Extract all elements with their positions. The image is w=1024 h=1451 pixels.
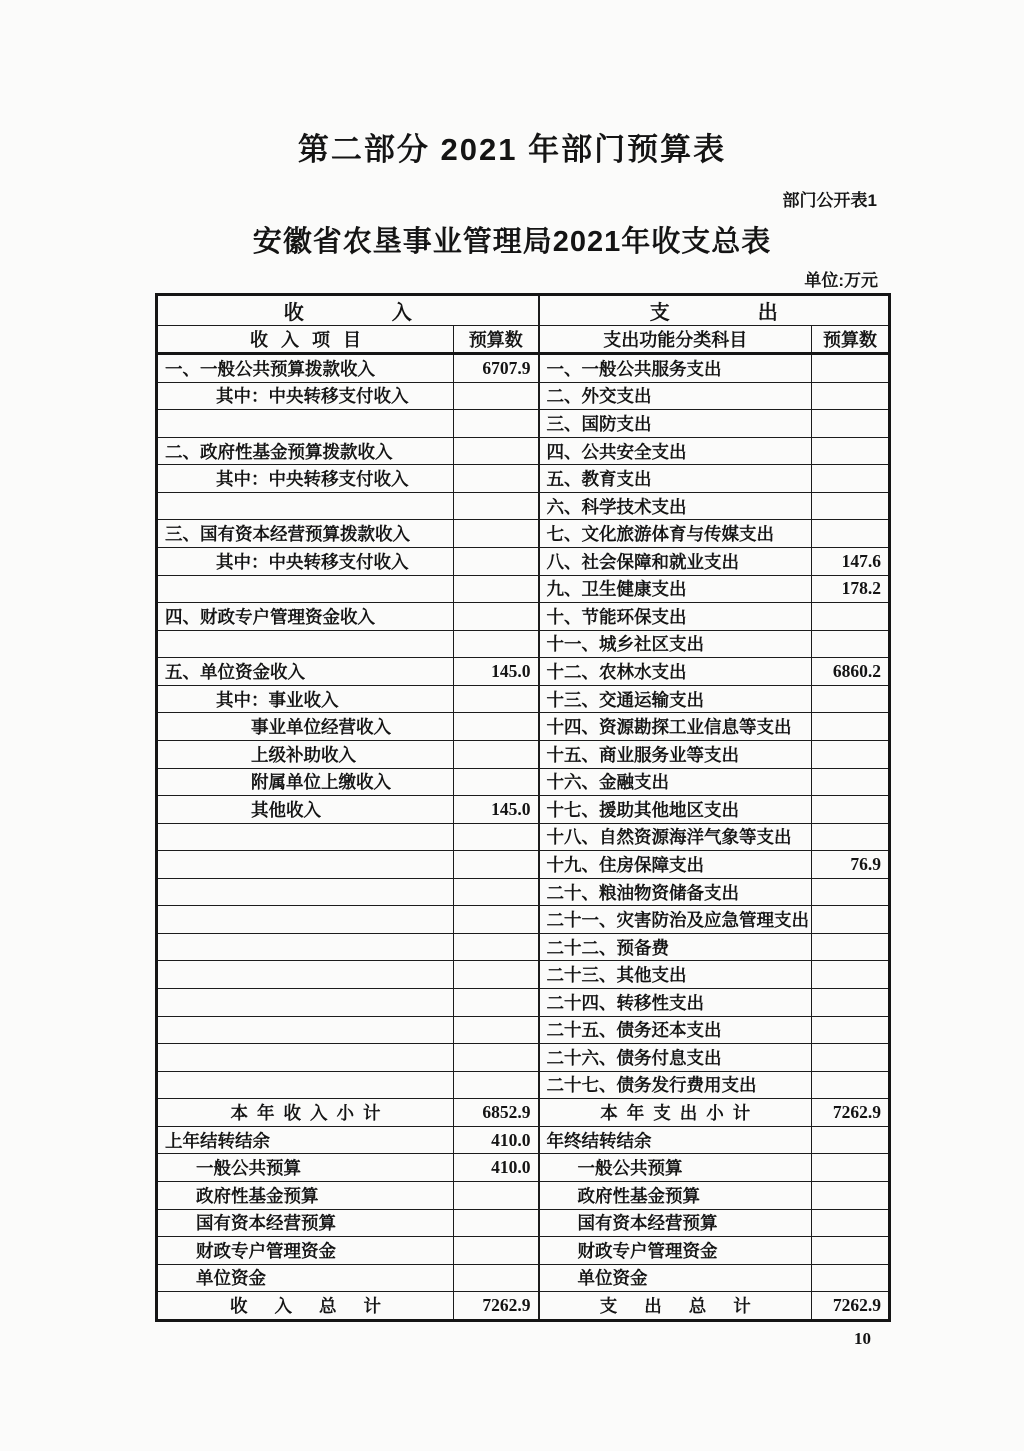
expense-item-cell: 十、节能环保支出 [539, 603, 812, 631]
income-item-cell: 上年结转结余 [157, 1126, 454, 1154]
table-row [157, 685, 890, 713]
table-title: 安徽省农垦事业管理局2021年收支总表 [252, 226, 772, 258]
expense-amount-cell [812, 713, 890, 741]
income-item-cell [157, 410, 454, 438]
expense-amount-cell: 7262.9 [812, 1292, 890, 1321]
expense-item-cell: 十八、自然资源海洋气象等支出 [539, 823, 812, 851]
income-amount-cell [454, 933, 539, 961]
income-item-cell: 其中：中央转移支付收入 [157, 548, 454, 576]
table-row [157, 1071, 890, 1099]
expense-amount-cell [812, 1126, 890, 1154]
expense-item-cell: 十五、商业服务业等支出 [539, 740, 812, 768]
income-amount-cell [454, 878, 539, 906]
income-item-cell [157, 851, 454, 879]
expense-amount-cell [812, 520, 890, 548]
income-item-cell: 附属单位上缴收入 [157, 768, 454, 796]
expense-item-cell: 三、国防支出 [539, 410, 812, 438]
section-header-row [157, 295, 890, 326]
income-amount-cell [454, 906, 539, 934]
income-item-cell [157, 878, 454, 906]
expense-item-cell: 政府性基金预算 [539, 1181, 812, 1209]
table-row [157, 713, 890, 741]
expense-amount-cell [812, 823, 890, 851]
income-amount-cell [454, 989, 539, 1017]
expense-amount-cell [812, 465, 890, 493]
table-row [157, 548, 890, 576]
expense-item-cell: 二、外交支出 [539, 382, 812, 410]
income-budget-column-header: 预算数 [454, 326, 539, 354]
table-row [157, 575, 890, 603]
expense-item-cell: 一、一般公共服务支出 [539, 354, 812, 383]
expense-item-cell: 国有资本经营预算 [539, 1209, 812, 1237]
table-row [157, 851, 890, 879]
income-amount-cell [454, 768, 539, 796]
income-amount-cell [454, 1071, 539, 1099]
income-section-header: 收入 [157, 295, 539, 326]
table-row [157, 1154, 890, 1182]
expense-item-cell: 八、社会保障和就业支出 [539, 548, 812, 576]
expense-category-column-header: 支出功能分类科目 [539, 326, 812, 354]
expense-item-cell: 二十七、债务发行费用支出 [539, 1071, 812, 1099]
table-row [157, 989, 890, 1017]
table-row [157, 1237, 890, 1265]
expense-item-cell: 十四、资源勘探工业信息等支出 [539, 713, 812, 741]
income-item-cell [157, 575, 454, 603]
income-amount-cell [454, 410, 539, 438]
income-item-cell [157, 933, 454, 961]
expense-amount-cell [812, 1264, 890, 1292]
expense-amount-cell [812, 961, 890, 989]
income-amount-cell [454, 740, 539, 768]
column-header-row [157, 326, 890, 354]
income-item-cell: 五、单位资金收入 [157, 658, 454, 686]
income-amount-cell: 145.0 [454, 796, 539, 824]
income-item-cell [157, 492, 454, 520]
table-row [157, 410, 890, 438]
expense-amount-cell [812, 768, 890, 796]
expense-amount-cell [812, 410, 890, 438]
income-item-cell: 二、政府性基金预算拨款收入 [157, 437, 454, 465]
page-number: 10 [854, 1329, 871, 1348]
income-amount-cell: 7262.9 [454, 1292, 539, 1321]
table-row [157, 1016, 890, 1044]
table-row [157, 1126, 890, 1154]
income-item-cell: 其他收入 [157, 796, 454, 824]
expense-amount-cell [812, 740, 890, 768]
table-row [157, 603, 890, 631]
expense-item-cell: 支出总计 [539, 1292, 812, 1321]
table-row [157, 906, 890, 934]
income-items-column-header: 收入项目 [157, 326, 454, 354]
budget-summary-table [155, 293, 891, 1322]
expense-item-cell: 一般公共预算 [539, 1154, 812, 1182]
table-row [157, 1292, 890, 1321]
income-amount-cell [454, 1264, 539, 1292]
income-item-cell: 三、国有资本经营预算拨款收入 [157, 520, 454, 548]
income-amount-cell: 6707.9 [454, 354, 539, 383]
income-item-cell [157, 630, 454, 658]
expense-amount-cell [812, 382, 890, 410]
expense-amount-cell [812, 685, 890, 713]
income-item-cell: 单位资金 [157, 1264, 454, 1292]
expense-item-cell: 十九、住房保障支出 [539, 851, 812, 879]
income-amount-cell [454, 961, 539, 989]
table-row [157, 961, 890, 989]
expense-budget-column-header: 预算数 [812, 326, 890, 354]
table-row [157, 1264, 890, 1292]
expense-amount-cell [812, 1071, 890, 1099]
income-item-cell: 政府性基金预算 [157, 1181, 454, 1209]
expense-amount-cell: 6860.2 [812, 658, 890, 686]
table-row [157, 492, 890, 520]
table-row [157, 768, 890, 796]
expense-amount-cell [812, 933, 890, 961]
table-row [157, 933, 890, 961]
expense-item-cell: 六、科学技术支出 [539, 492, 812, 520]
expense-amount-cell: 147.6 [812, 548, 890, 576]
expense-item-cell: 十七、援助其他地区支出 [539, 796, 812, 824]
expense-amount-cell [812, 1209, 890, 1237]
income-item-cell [157, 989, 454, 1017]
income-amount-cell [454, 465, 539, 493]
income-amount-cell: 410.0 [454, 1126, 539, 1154]
income-amount-cell: 6852.9 [454, 1099, 539, 1127]
income-item-cell: 事业单位经营收入 [157, 713, 454, 741]
table-row [157, 1209, 890, 1237]
table-row [157, 1099, 890, 1127]
income-amount-cell [454, 1181, 539, 1209]
income-amount-cell [454, 823, 539, 851]
income-item-cell: 财政专户管理资金 [157, 1237, 454, 1265]
expense-item-cell: 二十二、预备费 [539, 933, 812, 961]
income-item-cell [157, 1044, 454, 1072]
expense-item-cell: 二十六、债务付息支出 [539, 1044, 812, 1072]
expense-item-cell: 二十三、其他支出 [539, 961, 812, 989]
income-item-cell [157, 906, 454, 934]
expense-amount-cell [812, 1181, 890, 1209]
unit-note: 单位:万元 [804, 271, 878, 290]
expense-item-cell: 十一、城乡社区支出 [539, 630, 812, 658]
expense-amount-cell [812, 1237, 890, 1265]
table-row [157, 740, 890, 768]
income-amount-cell [454, 548, 539, 576]
expense-item-cell: 十六、金融支出 [539, 768, 812, 796]
expense-item-cell: 二十四、转移性支出 [539, 989, 812, 1017]
income-amount-cell [454, 1209, 539, 1237]
income-amount-cell [454, 520, 539, 548]
income-amount-cell [454, 603, 539, 631]
expense-amount-cell: 178.2 [812, 575, 890, 603]
expense-amount-cell [812, 603, 890, 631]
expense-section-header: 支出 [539, 295, 890, 326]
income-item-cell: 四、财政专户管理资金收入 [157, 603, 454, 631]
expense-amount-cell [812, 1154, 890, 1182]
expense-item-cell: 四、公共安全支出 [539, 437, 812, 465]
income-item-cell: 本年收入小计 [157, 1099, 454, 1127]
table-row [157, 520, 890, 548]
expense-item-cell: 五、教育支出 [539, 465, 812, 493]
income-amount-cell [454, 713, 539, 741]
table-row [157, 878, 890, 906]
income-item-cell: 其中：中央转移支付收入 [157, 382, 454, 410]
income-item-cell: 其中：事业收入 [157, 685, 454, 713]
income-item-cell [157, 1071, 454, 1099]
table-row [157, 354, 890, 383]
expense-amount-cell [812, 437, 890, 465]
income-item-cell [157, 1016, 454, 1044]
expense-item-cell: 年终结转结余 [539, 1126, 812, 1154]
expense-amount-cell [812, 796, 890, 824]
income-amount-cell [454, 1016, 539, 1044]
expense-item-cell: 十二、农林水支出 [539, 658, 812, 686]
expense-amount-cell [812, 989, 890, 1017]
expense-amount-cell: 76.9 [812, 851, 890, 879]
table-row [157, 796, 890, 824]
expense-item-cell: 二十五、债务还本支出 [539, 1016, 812, 1044]
expense-amount-cell: 7262.9 [812, 1099, 890, 1127]
expense-item-cell: 财政专户管理资金 [539, 1237, 812, 1265]
income-amount-cell: 145.0 [454, 658, 539, 686]
income-item-cell: 收入总计 [157, 1292, 454, 1321]
income-amount-cell [454, 630, 539, 658]
income-item-cell [157, 961, 454, 989]
income-amount-cell [454, 575, 539, 603]
table-row [157, 382, 890, 410]
income-amount-cell [454, 1237, 539, 1265]
income-amount-cell [454, 685, 539, 713]
expense-item-cell: 单位资金 [539, 1264, 812, 1292]
table-row [157, 437, 890, 465]
income-amount-cell [454, 437, 539, 465]
expense-amount-cell [812, 354, 890, 383]
expense-amount-cell [812, 1044, 890, 1072]
expense-item-cell: 九、卫生健康支出 [539, 575, 812, 603]
expense-item-cell: 二十、粮油物资储备支出 [539, 878, 812, 906]
income-item-cell: 其中：中央转移支付收入 [157, 465, 454, 493]
document-title: 第二部分 2021 年部门预算表 [297, 132, 727, 167]
table-row [157, 1044, 890, 1072]
table-row [157, 658, 890, 686]
income-amount-cell: 410.0 [454, 1154, 539, 1182]
expense-item-cell: 二十一、灾害防治及应急管理支出 [539, 906, 812, 934]
expense-amount-cell [812, 906, 890, 934]
table-row [157, 1181, 890, 1209]
income-item-cell [157, 823, 454, 851]
expense-amount-cell [812, 630, 890, 658]
income-amount-cell [454, 382, 539, 410]
table-row [157, 823, 890, 851]
expense-item-cell: 本年支出小计 [539, 1099, 812, 1127]
table-label: 部门公开表1 [782, 191, 877, 210]
income-item-cell: 国有资本经营预算 [157, 1209, 454, 1237]
expense-item-cell: 十三、交通运输支出 [539, 685, 812, 713]
income-item-cell: 一般公共预算 [157, 1154, 454, 1182]
expense-item-cell: 七、文化旅游体育与传媒支出 [539, 520, 812, 548]
income-amount-cell [454, 851, 539, 879]
expense-amount-cell [812, 492, 890, 520]
expense-amount-cell [812, 878, 890, 906]
table-row [157, 465, 890, 493]
income-amount-cell [454, 492, 539, 520]
expense-amount-cell [812, 1016, 890, 1044]
income-item-cell: 上级补助收入 [157, 740, 454, 768]
table-row [157, 630, 890, 658]
income-item-cell: 一、一般公共预算拨款收入 [157, 354, 454, 383]
income-amount-cell [454, 1044, 539, 1072]
